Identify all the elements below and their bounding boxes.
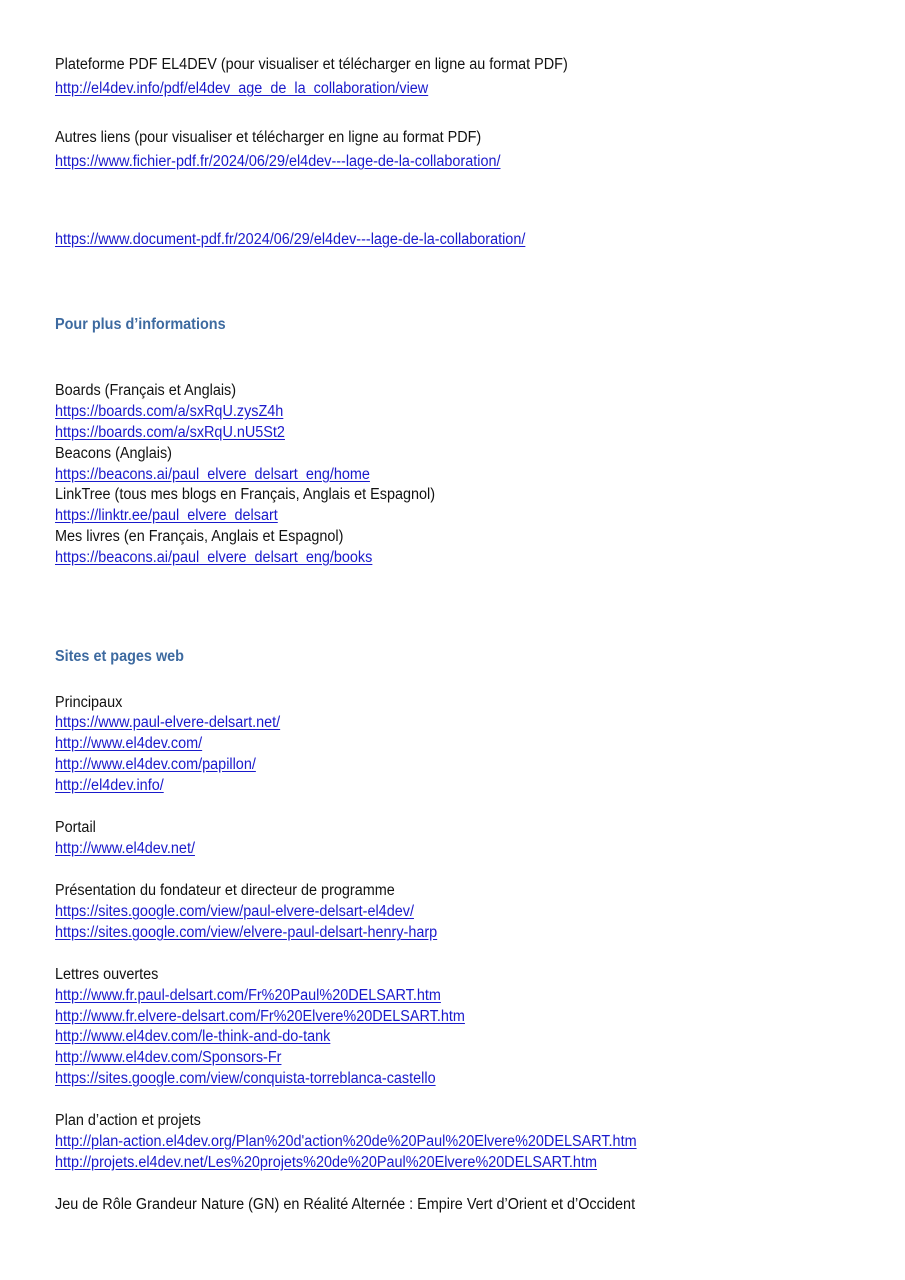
open-letters-label: Lettres ouvertes: [55, 966, 159, 983]
portal-label: Portail: [55, 819, 96, 836]
founder-link[interactable]: https://sites.google.com/view/elvere-paul-delsart-henry-harp: [55, 924, 438, 941]
open-letter-link[interactable]: http://www.fr.paul-delsart.com/Fr%20Paul%20DELSART.htm: [55, 987, 441, 1004]
beacons-link[interactable]: https://beacons.ai/paul_elvere_delsart_eng/home: [55, 466, 370, 483]
linktree-link[interactable]: https://linktr.ee/paul_elvere_delsart: [55, 507, 278, 524]
rpg-label: Jeu de Rôle Grandeur Nature (GN) en Réalité Alternée : Empire Vert d’Orient et d’Occident: [55, 1196, 636, 1213]
founder-link[interactable]: https://sites.google.com/view/paul-elvere-delsart-el4dev/: [55, 903, 414, 920]
pdf-platform-label: Plateforme PDF EL4DEV (pour visualiser et télécharger en ligne au format PDF): [55, 56, 568, 73]
main-site-link[interactable]: http://www.el4dev.com/papillon/: [55, 756, 256, 773]
books-label: Mes livres (en Français, Anglais et Espagnol): [55, 528, 344, 545]
open-letter-link[interactable]: http://www.fr.elvere-delsart.com/Fr%20Elvere%20DELSART.htm: [55, 1008, 465, 1025]
portal-link[interactable]: http://www.el4dev.net/: [55, 840, 195, 857]
more-info-heading: Pour plus d’informations: [55, 316, 226, 333]
open-letter-link[interactable]: http://www.el4dev.com/Sponsors-Fr: [55, 1049, 282, 1066]
main-site-link[interactable]: http://el4dev.info/: [55, 777, 164, 794]
boards-link-2[interactable]: https://boards.com/a/sxRqU.nU5St2: [55, 424, 285, 441]
founder-label: Présentation du fondateur et directeur de programme: [55, 882, 395, 899]
main-site-link[interactable]: https://www.paul-elvere-delsart.net/: [55, 714, 281, 731]
boards-link-1[interactable]: https://boards.com/a/sxRqU.zysZ4h: [55, 403, 284, 420]
action-plan-label: Plan d’action et projets: [55, 1112, 201, 1129]
pdf-other-link-document[interactable]: https://www.document-pdf.fr/2024/06/29/el4dev---lage-de-la-collaboration/: [55, 231, 526, 248]
main-site-link[interactable]: http://www.el4dev.com/: [55, 735, 203, 752]
boards-label: Boards (Français et Anglais): [55, 382, 237, 399]
pdf-other-link-fichier[interactable]: https://www.fichier-pdf.fr/2024/06/29/el4dev---lage-de-la-collaboration/: [55, 153, 501, 170]
open-letter-link[interactable]: http://www.el4dev.com/le-think-and-do-tank: [55, 1028, 331, 1045]
beacons-label: Beacons (Anglais): [55, 445, 172, 462]
projects-link[interactable]: http://projets.el4dev.net/Les%20projets%20de%20Paul%20Elvere%20DELSART.htm: [55, 1154, 597, 1171]
pdf-platform-link[interactable]: http://el4dev.info/pdf/el4dev_age_de_la_collaboration/view: [55, 80, 429, 97]
open-letter-link[interactable]: https://sites.google.com/view/conquista-torreblanca-castello: [55, 1070, 436, 1087]
main-sites-label: Principaux: [55, 694, 123, 711]
linktree-label: LinkTree (tous mes blogs en Français, Anglais et Espagnol): [55, 486, 436, 503]
action-plan-link[interactable]: http://plan-action.el4dev.org/Plan%20d'action%20de%20Paul%20Elvere%20DELSART.htm: [55, 1133, 637, 1150]
pdf-other-label: Autres liens (pour visualiser et télécharger en ligne au format PDF): [55, 129, 482, 146]
books-link[interactable]: https://beacons.ai/paul_elvere_delsart_eng/books: [55, 549, 373, 566]
sites-heading: Sites et pages web: [55, 648, 184, 665]
